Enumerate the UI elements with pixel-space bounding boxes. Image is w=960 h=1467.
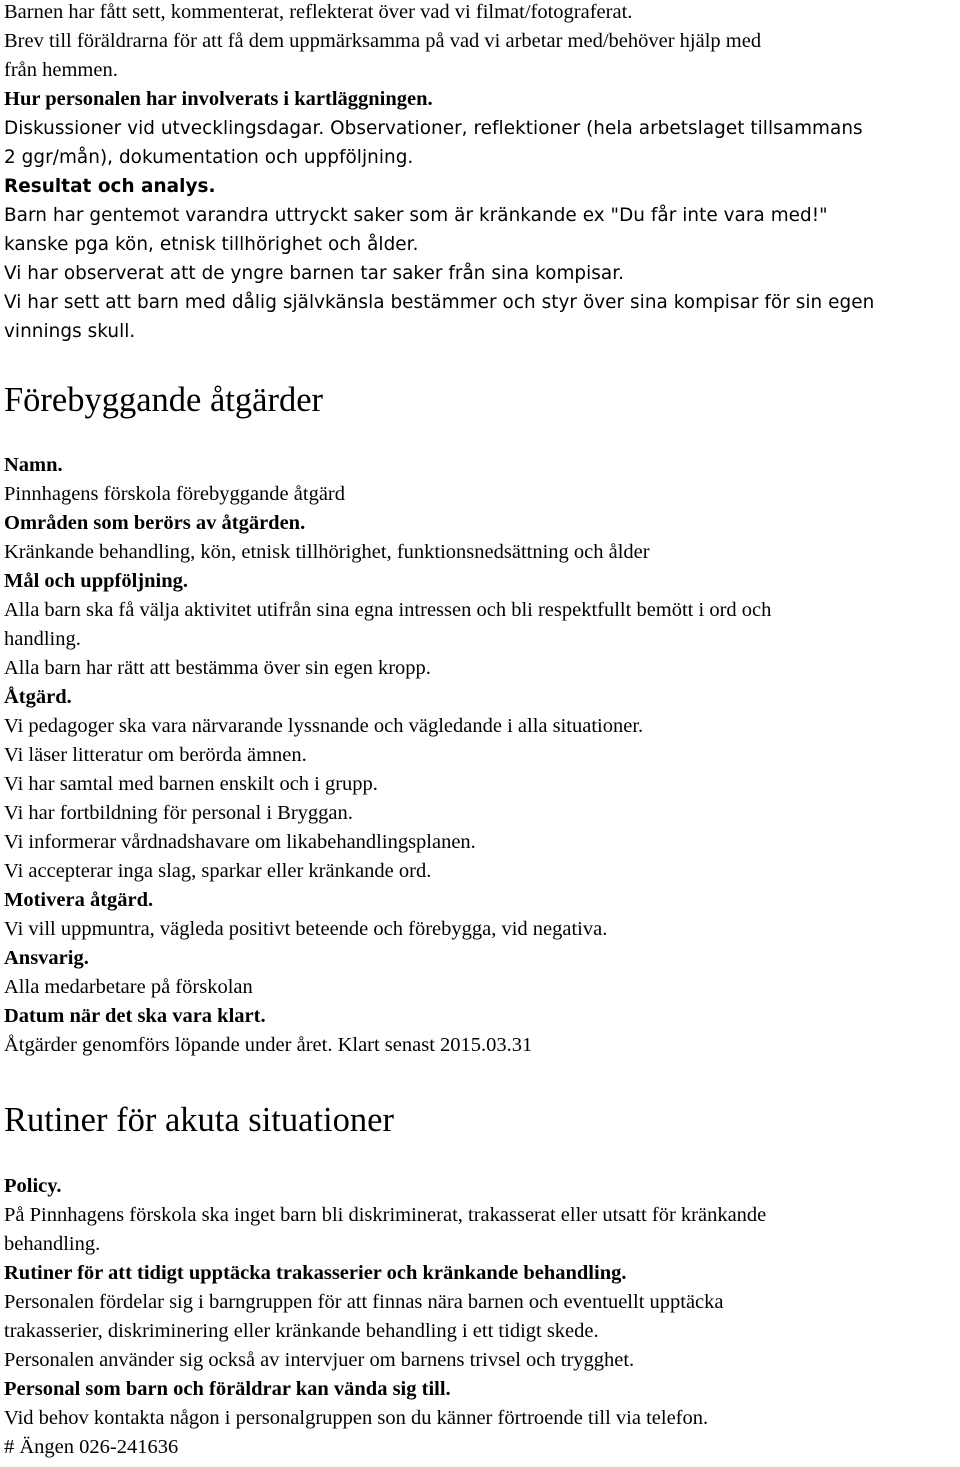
measure-line-6: Vi accepterar inga slag, sparkar eller kränkande ord. (4, 860, 432, 882)
responsible-label: Ansvarig. (4, 947, 89, 969)
measure-line-4: Vi har fortbildning för personal i Bryggan. (4, 802, 353, 824)
involvement-line-1: Diskussioner vid utvecklingsdagar. Observationer, reflektioner (hela arbetslaget tillsammans (4, 118, 863, 139)
intro-line-1: Barnen har fått sett, kommenterat, reflekterat över vad vi filmat/fotograferat. (4, 1, 633, 23)
contact-line-1: Vid behov kontakta någon i personalgruppen son du känner förtroende till via telefon. (4, 1407, 709, 1429)
early-detection-label: Rutiner för att tidigt upptäcka trakasserier och kränkande behandling. (4, 1262, 627, 1284)
date-value: Åtgärder genomförs löpande under året. Klart senast 2015.03.31 (4, 1034, 533, 1056)
intro-line-2: Brev till föräldrarna för att få dem uppmärksamma på vad vi arbetar med/behöver hjälp med (4, 30, 762, 52)
name-label: Namn. (4, 454, 63, 476)
goals-line-2: handling. (4, 628, 81, 650)
measure-label: Åtgärd. (4, 686, 72, 708)
areas-label: Områden som berörs av åtgärden. (4, 512, 306, 534)
contact-phone: # Ängen 026-241636 (4, 1436, 179, 1458)
motivate-label: Motivera åtgärd. (4, 889, 154, 911)
areas-value: Kränkande behandling, kön, etnisk tillhörighet, funktionsnedsättning och ålder (4, 541, 650, 563)
policy-line-2: behandling. (4, 1233, 101, 1255)
measure-line-3: Vi har samtal med barnen enskilt och i grupp. (4, 773, 378, 795)
early-line-1: Personalen fördelar sig i barngruppen för att finnas nära barnen och eventuellt upptäcka (4, 1291, 724, 1313)
early-line-2: trakasserier, diskriminering eller kränkande behandling i ett tidigt skede. (4, 1320, 599, 1342)
routines-heading: Rutiner för akuta situationer (4, 1101, 394, 1139)
involvement-line-2: 2 ggr/mån), dokumentation och uppföljning. (4, 147, 414, 168)
date-label: Datum när det ska vara klart. (4, 1005, 266, 1027)
motivate-value: Vi vill uppmuntra, vägleda positivt beteende och förebygga, vid negativa. (4, 918, 608, 940)
preventive-heading: Förebyggande åtgärder (4, 381, 323, 419)
results-line-1: Barn har gentemot varandra uttryckt saker som är kränkande ex "Du får inte vara med!" (4, 205, 828, 226)
goals-line-1: Alla barn ska få välja aktivitet utifrån sina egna intressen och bli respektfullt bemött i ord och (4, 599, 772, 621)
goals-label: Mål och uppföljning. (4, 570, 188, 592)
early-line-3: Personalen använder sig också av intervjuer om barnens trivsel och trygghet. (4, 1349, 635, 1371)
involvement-label: Hur personalen har involverats i kartläggningen. (4, 88, 433, 110)
contact-label: Personal som barn och föräldrar kan vända sig till. (4, 1378, 451, 1400)
results-line-3: Vi har observerat att de yngre barnen tar saker från sina kompisar. (4, 263, 625, 284)
results-line-5: vinnings skull. (4, 321, 136, 342)
intro-line-3: från hemmen. (4, 59, 118, 81)
results-line-2: kanske pga kön, etnisk tillhörighet och ålder. (4, 234, 419, 255)
name-value: Pinnhagens förskola förebyggande åtgärd (4, 483, 345, 505)
policy-line-1: På Pinnhagens förskola ska inget barn bli diskriminerat, trakasserat eller utsatt för kränkande (4, 1204, 767, 1226)
measure-line-5: Vi informerar vårdnadshavare om likabehandlingsplanen. (4, 831, 476, 853)
results-line-4: Vi har sett att barn med dålig självkänsla bestämmer och styr över sina kompisar för sin egen (4, 292, 875, 313)
policy-label: Policy. (4, 1175, 62, 1197)
goals-line-3: Alla barn har rätt att bestämma över sin egen kropp. (4, 657, 431, 679)
measure-line-2: Vi läser litteratur om berörda ämnen. (4, 744, 307, 766)
measure-line-1: Vi pedagoger ska vara närvarande lyssnande och vägledande i alla situationer. (4, 715, 644, 737)
results-label: Resultat och analys. (4, 176, 216, 197)
responsible-value: Alla medarbetare på förskolan (4, 976, 253, 998)
